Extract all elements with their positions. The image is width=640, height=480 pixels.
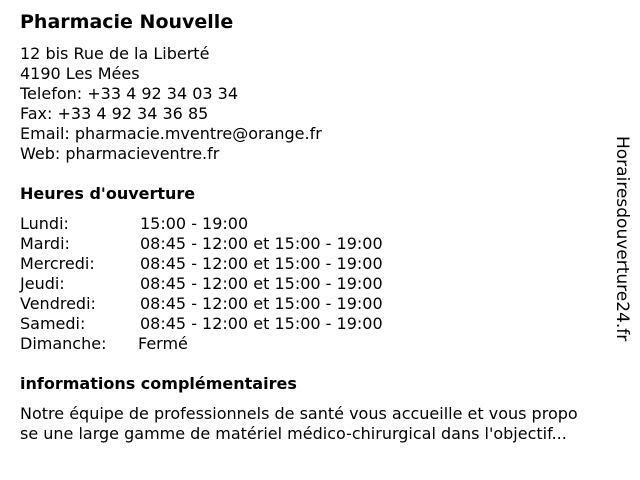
address-city: 4190 Les Mées	[20, 64, 140, 83]
additional-info-heading: informations complémentaires	[20, 374, 297, 393]
day-label: Samedi:	[20, 314, 86, 333]
day-label: Vendredi:	[20, 294, 96, 313]
website-link[interactable]: Web: pharmacieventre.fr	[20, 144, 220, 163]
email-address[interactable]: Email: pharmacie.mventre@orange.fr	[20, 124, 322, 143]
day-hours: 08:45 - 12:00 et 15:00 - 19:00	[140, 294, 383, 313]
day-hours: 08:45 - 12:00 et 15:00 - 19:00	[140, 274, 383, 293]
site-watermark: Horairesdouverture24.fr	[612, 136, 632, 342]
day-hours: Fermé	[138, 334, 188, 353]
additional-info-text	[20, 404, 578, 444]
info-line-1: Notre équipe de professionnels de santé vous accueille et vous propo	[20, 404, 578, 423]
day-label: Jeudi:	[20, 274, 65, 293]
day-hours: 08:45 - 12:00 et 15:00 - 19:00	[140, 314, 383, 333]
pharmacy-name: Pharmacie Nouvelle	[20, 11, 234, 33]
day-label: Dimanche:	[20, 334, 107, 353]
contact-block	[20, 44, 322, 164]
info-line-2: se une large gamme de matériel médico-chirurgical dans l'objectif...	[20, 424, 567, 443]
day-hours: 15:00 - 19:00	[140, 214, 249, 233]
day-label: Lundi:	[20, 214, 69, 233]
opening-hours-heading: Heures d'ouverture	[20, 184, 196, 203]
phone-number[interactable]: Telefon: +33 4 92 34 03 34	[20, 84, 239, 103]
day-label: Mercredi:	[20, 254, 95, 273]
day-hours: 08:45 - 12:00 et 15:00 - 19:00	[140, 254, 383, 273]
day-hours: 08:45 - 12:00 et 15:00 - 19:00	[140, 234, 383, 253]
day-label: Mardi:	[20, 234, 70, 253]
address-street: 12 bis Rue de la Liberté	[20, 44, 210, 63]
fax-number: Fax: +33 4 92 34 36 85	[20, 104, 209, 123]
